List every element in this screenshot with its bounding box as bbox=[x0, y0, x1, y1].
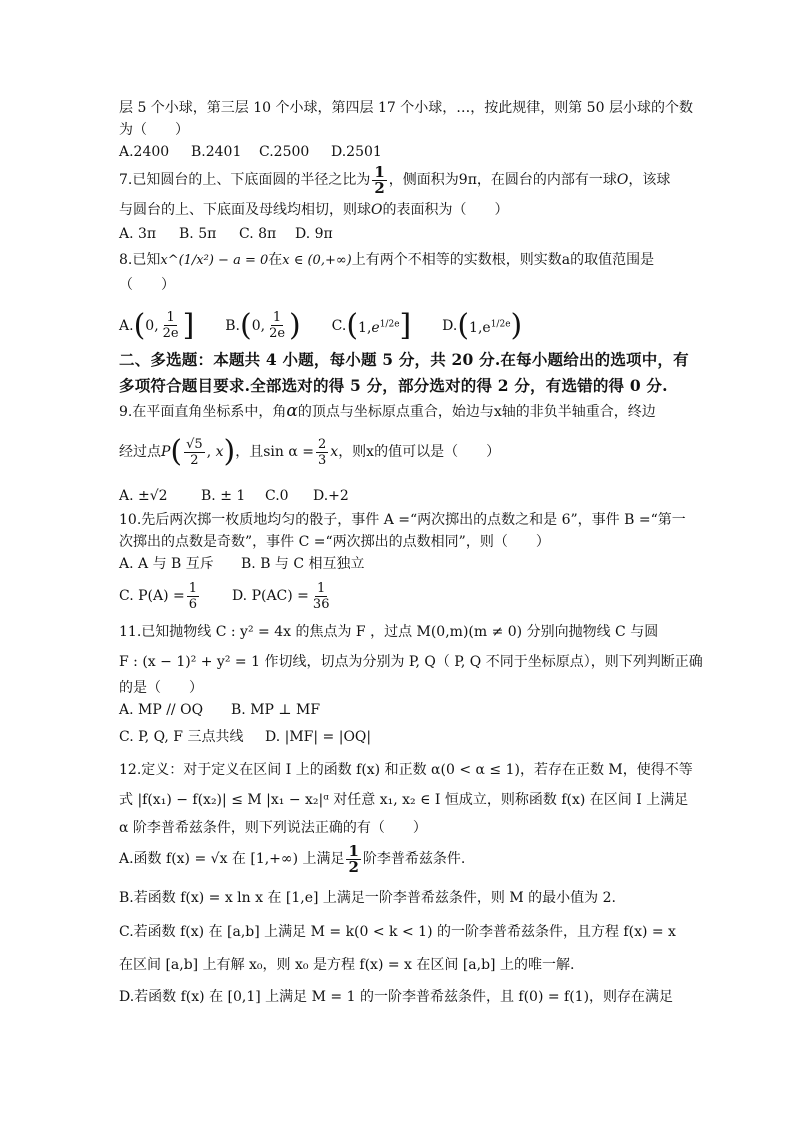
section-2-heading-cont: 多项符合题目要求.全部选对的得 5 分，部分选对的得 2 分，有选错的得 0 分. bbox=[119, 376, 668, 395]
option-c: C. P, Q, F 三点共线 bbox=[119, 729, 244, 745]
option-b: B. ± 1 bbox=[201, 488, 246, 504]
q11-line1: 11.已知抛物线 C : y² = 4x 的焦点为 F ，过点 M(0,m)(m ≠ 0) 分别向抛物线 C 与圆 bbox=[119, 624, 659, 640]
option-a: A.2400 bbox=[119, 144, 170, 160]
q8-domain: x ∈ (0,+∞) bbox=[282, 253, 352, 268]
option-c: C.2500 bbox=[259, 144, 310, 160]
option-a: A. MP // OQ bbox=[119, 702, 204, 718]
q7-text: 7.已知圆台的上、下底面圆的半径之比为 bbox=[119, 172, 371, 188]
q10-options-1 bbox=[119, 554, 365, 574]
q12-option-d: D.若函数 f(x) 在 [0,1] 上满足 M = 1 的一阶李普希兹条件，且 f(0) = f(1)，则存在满足 bbox=[119, 989, 674, 1005]
option-a: A. 3π bbox=[119, 226, 157, 242]
option-c: C. 8π bbox=[239, 226, 277, 242]
q11-line3: 的是（ ） bbox=[119, 680, 203, 696]
q11-line2: F : (x − 1)² + y² = 1 作切线，切点为分别为 P, Q（ P, Q 不同于坐标原点），则下列判断正确 bbox=[119, 654, 703, 670]
q12-option-b: B.若函数 f(x) = x ln x 在 [1,e] 上满足一阶李普希兹条件，则 M 的最小值为 2. bbox=[119, 890, 616, 906]
q12-line1: 12.定义：对于定义在区间 I 上的函数 f(x) 和正数 α(0 < α ≤ 1)，若存在正数 M，使得不等 bbox=[119, 762, 693, 778]
q11-options-2 bbox=[119, 727, 371, 747]
option-b: B. MP ⊥ MF bbox=[231, 702, 321, 718]
q12-option-a: A.函数 f(x) = √x 在 [1,+∞) 上满足 $\frac{1}{2}$ 阶李普希兹条件. bbox=[119, 841, 466, 876]
q12-option-c-line1: C.若函数 f(x) 在 [a,b] 上满足 M = k(0 < k < 1) 的一阶李普希兹条件，且方程 f(x) = x bbox=[119, 924, 676, 940]
q7-line2: 与圆台的上、下底面及母线均相切，则球O的表面积为（ ） bbox=[119, 202, 509, 218]
q10-line2: 次掷出的点数是奇数”，事件 C =“两次掷出的点数相同”，则（ ） bbox=[119, 534, 550, 550]
option-a: A. ±√2 bbox=[119, 488, 168, 504]
q6-line2: 为（ ） bbox=[119, 122, 189, 138]
option-b: B. 5π bbox=[179, 226, 217, 242]
q7-line1: 7.已知圆台的上、下底面圆的半径之比为 $\frac{1}{2}$ ，侧面积为9π，在圆台的内部有一球O，该球 bbox=[119, 162, 671, 197]
q9-line2: 经过点P( $\frac{√5}{2}$ , x)，且sin α = $\frac{2}{3}$ x，则x的值可以是（ ） bbox=[119, 434, 501, 469]
q8-paren: （ ） bbox=[119, 277, 175, 293]
option-c: C. P(A) = bbox=[119, 588, 185, 604]
option-d: D. 9π bbox=[295, 226, 333, 242]
q8-expression: x^(1/x²) − a = 0 bbox=[160, 253, 269, 268]
section-2-heading: 二、多选题：本题共 4 小题，每小题 5 分，共 20 分.在每小题给出的选项中，有 bbox=[119, 350, 689, 369]
option-b: B.2401 bbox=[191, 144, 242, 160]
option-b: B. bbox=[225, 317, 240, 334]
option-c: C. bbox=[331, 317, 347, 334]
q10-options-2: C. P(A) = $\frac{1}{6}$ D. P(AC) = $\frac{1}{36}$ bbox=[119, 580, 330, 612]
q12-option-c-line2: 在区间 [a,b] 上有解 x₀，则 x₀ 是方程 f(x) = x 在区间 [a,b] 上的唯一解. bbox=[119, 957, 575, 973]
option-d: D. |MF| = |OQ| bbox=[265, 729, 372, 745]
q6-line1: 层 5 个小球，第三层 10 个小球，第四层 17 个小球，…，按此规律，则第 50 层小球的个数 bbox=[119, 100, 693, 116]
option-d: D.+2 bbox=[313, 488, 349, 504]
q10-line1: 10.先后两次掷一枚质地均匀的骰子，事件 A =“两次掷出的点数之和是 6”，事件 B =“第一 bbox=[119, 512, 686, 528]
option-d: D. P(AC) = bbox=[231, 588, 309, 604]
q11-options-1 bbox=[119, 700, 320, 720]
q6-options bbox=[119, 142, 382, 162]
q9-options bbox=[119, 486, 349, 506]
option-d: D. bbox=[442, 317, 458, 334]
q12-line3: α 阶李普希兹条件，则下列说法正确的有（ ） bbox=[119, 820, 427, 836]
option-a: A. bbox=[119, 317, 134, 334]
q8-options: A.(0, $\frac{1}{2e}$ ] B.(0, $\frac{1}{2e}$ ) $C.(1,e^{1/2e}]$ $D.(1,e^{1/2e})$ bbox=[119, 307, 523, 343]
q7-options bbox=[119, 224, 333, 244]
option-d: D.2501 bbox=[331, 144, 382, 160]
q9-line1: 9.在平面直角坐标系中，角α的顶点与坐标原点重合，始边与x轴的非负半轴重合，终边 bbox=[119, 401, 656, 421]
q8-line1: 8.已知x^(1/x²) − a = 0在x ∈ (0,+∞)上有两个不相等的实数根，则实数a的取值范围是 bbox=[119, 252, 655, 268]
option-b: B. B 与 C 相互独立 bbox=[241, 556, 365, 572]
q7-fraction: $\frac{1}{2}$ bbox=[374, 162, 385, 197]
q12-line2: 式 |f(x₁) − f(x₂)| ≤ M |x₁ − x₂|ᵅ 对任意 x₁, x₂ ∈ I 恒成立，则称函数 f(x) 在区间 I 上满足 bbox=[119, 792, 689, 808]
option-c: C.0 bbox=[265, 488, 289, 504]
option-a: A. A 与 B 互斥 bbox=[119, 556, 214, 572]
